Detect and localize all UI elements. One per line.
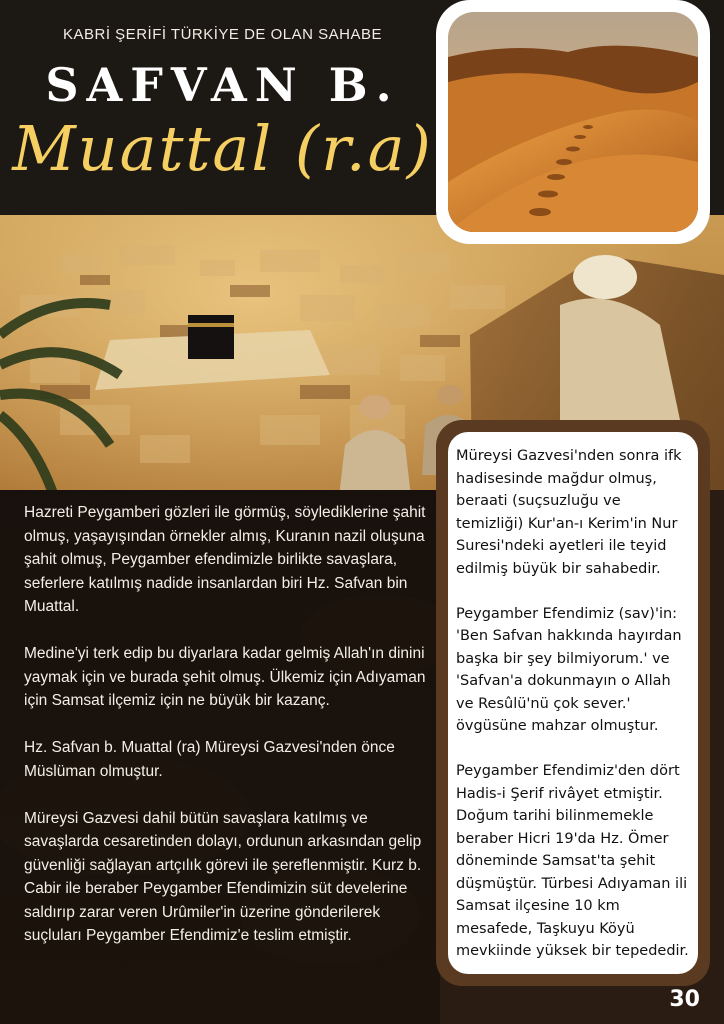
left-paragraph-2: Medine'yi terk edip bu diyarlara kadar gelmiş Allah'ın dinini yaymak için ve burada şehit olmuş. Ülkemiz için Adıyaman için Samsat ilçemiz için ne büyük bir kazanç. bbox=[24, 645, 426, 709]
left-column bbox=[24, 501, 426, 971]
left-paragraph-3: Hz. Safvan b. Muattal (ra) Müreysi Gazvesi'nden önce Müslüman olmuştur. bbox=[24, 739, 395, 780]
card-paragraph-1: Müreysi Gazvesi'nden sonra ifk hadisesinde mağdur olmuş, beraati (suçsuzluğu ve temizliği) Kur'an-ı Kerim'in Nur Suresi'ndeki ayetleri ile teyid edilmiş büyük bir sahabedir. bbox=[456, 448, 682, 577]
card-paragraph-3: Peygamber Efendimiz'den dört Hadis-i Şerif rivâyet etmiştir. Doğum tarihi bilinmemekle beraber Hicri 19'da Hz. Ömer döneminde Samsat'ta şehit düşmüştür. Türbesi Adıyaman ili Samsat ilçesine 10 km mesafede, Taşkuyu Köyü mevkiinde yüksek bir tepededir. bbox=[456, 763, 689, 959]
page-title-script: Muattal (r.a) bbox=[12, 112, 433, 185]
info-card-text bbox=[456, 445, 692, 985]
desert-photo bbox=[448, 12, 698, 232]
page-title: SAFVAN B. bbox=[45, 58, 400, 112]
page-number: 30 bbox=[669, 987, 700, 1012]
left-paragraph-4: Müreysi Gazvesi dahil bütün savaşlara katılmış ve savaşlarda cesaretinden dolayı, ordunun arkasından gelip güvenliği sağlayan artçılık görevi ile şereflenmiştir. Kurz b. Cabir ile beraber Peygamber Efendimizin süt develerine saldırıp zarar veren Urûmiler'in üzerine gönderilerek suçluları Peygamber Efendimiz'e teslim etmiştir. bbox=[24, 809, 422, 944]
left-paragraph-1: Hazreti Peygamberi gözleri ile görmüş, söylediklerine şahit olmuş, yaşayışından örnekler almış, Kuranın nazil oluşuna şahit olmuş, Peygamber efendimizle birlikte savaşlara, seferlere katılmış nadide insanlardan biri Hz. Safvan bin Muattal. bbox=[24, 504, 426, 615]
card-paragraph-2: Peygamber Efendimiz (sav)'in: 'Ben Safvan hakkında hayırdan başka bir şey bilmiyorum.' ve 'Safvan'a dokunmayın o Allah ve Resûlü'nü çok sever.' övgüsüne mahzar olmuştur. bbox=[456, 605, 682, 734]
subtitle: KABRİ ŞERİFİ TÜRKİYE DE OLAN SAHABE bbox=[63, 26, 382, 43]
